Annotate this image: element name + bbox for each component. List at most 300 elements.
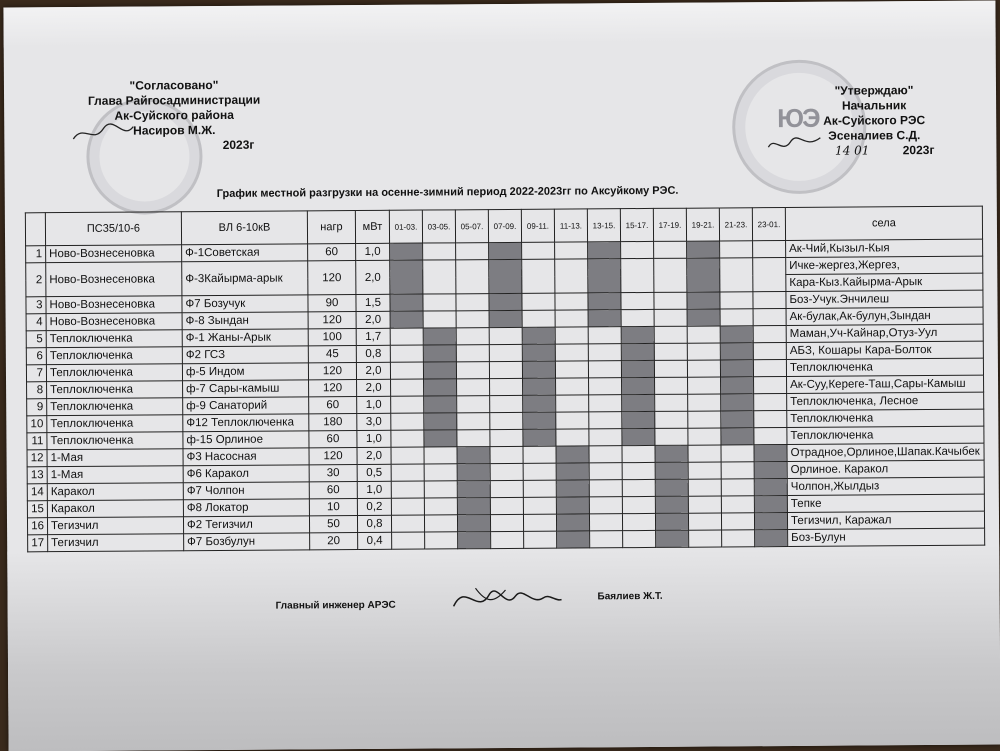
outage-slot-empty — [524, 531, 557, 548]
outage-slot-empty — [654, 292, 687, 309]
row-substation: Теплоключенка — [47, 432, 183, 450]
row-line: Ф6 Каракол — [183, 465, 309, 483]
outage-slot-empty — [622, 462, 655, 479]
outage-slot-empty — [589, 395, 622, 412]
outage-slot-empty — [687, 360, 720, 377]
outage-slot-empty — [391, 430, 424, 447]
outage-slot-shaded — [588, 310, 621, 327]
outage-slot-empty — [720, 309, 753, 326]
row-substation: Теплоключенка — [46, 347, 182, 365]
outage-slot-empty — [753, 343, 786, 360]
row-load: 120 — [308, 312, 356, 329]
outage-slot-empty — [654, 343, 687, 360]
outage-slot-empty — [720, 241, 753, 258]
outage-slot-shaded — [522, 327, 555, 344]
row-substation: Теплоключенка — [47, 398, 183, 416]
header-substation: ПС35/10-6 — [45, 212, 181, 246]
outage-slot-empty — [754, 377, 787, 394]
row-line: Ф12 Теплоключенка — [183, 414, 309, 432]
header-mw: мВт — [355, 210, 389, 243]
row-load: 60 — [309, 482, 357, 499]
outage-slot-empty — [588, 327, 621, 344]
outage-slot-empty — [655, 411, 688, 428]
row-villages: Боз-Учук.Энчилеш — [786, 290, 983, 308]
outage-slot-empty — [523, 446, 556, 463]
outage-slot-empty — [556, 412, 589, 429]
outage-slot-empty — [720, 292, 753, 309]
row-load: 50 — [309, 516, 357, 533]
outage-slot-shaded — [655, 462, 688, 479]
outage-slot-shaded — [720, 343, 753, 360]
row-substation: Ново-Вознесеновка — [46, 262, 182, 297]
outage-slot-empty — [489, 327, 522, 344]
row-mw: 1,0 — [356, 243, 390, 260]
outage-slot-empty — [655, 377, 688, 394]
row-load: 45 — [308, 346, 356, 363]
outage-slot-shaded — [556, 497, 589, 514]
outage-slot-shaded — [588, 259, 621, 293]
header-line: ВЛ 6-10кВ — [181, 211, 307, 245]
outage-slot-empty — [556, 378, 589, 395]
outage-slot-empty — [424, 447, 457, 464]
approval-left-line1: Глава Райгосадминистрации — [87, 92, 261, 108]
row-substation: Ново-Вознесеновка — [46, 313, 182, 331]
outage-slot-empty — [753, 309, 786, 326]
outage-slot-empty — [721, 445, 754, 462]
outage-slot-shaded — [457, 498, 490, 515]
outage-slot-empty — [391, 515, 424, 532]
row-load: 120 — [308, 363, 356, 380]
outage-slot-empty — [522, 242, 555, 259]
row-villages: Ак-Суу,Кереге-Таш,Сары-Камыш — [787, 375, 984, 393]
outage-slot-shaded — [556, 446, 589, 463]
outage-slot-empty — [688, 428, 721, 445]
row-line: Ф-1 Жаны-Арык — [182, 329, 308, 347]
row-villages: Орлиное. Каракол — [787, 460, 984, 478]
row-load: 60 — [309, 397, 357, 414]
header-load: нагр — [307, 211, 355, 244]
outage-slot-empty — [391, 396, 424, 413]
outage-slot-empty — [621, 258, 654, 292]
header-slot: 23-01. — [752, 208, 785, 241]
outage-slot-empty — [491, 531, 524, 548]
row-load: 120 — [308, 261, 356, 295]
outage-slot-shaded — [655, 445, 688, 462]
outage-slot-empty — [424, 515, 457, 532]
row-load: 10 — [309, 499, 357, 516]
outage-slot-empty — [424, 481, 457, 498]
outage-slot-empty — [687, 343, 720, 360]
outage-slot-shaded — [687, 241, 720, 258]
outage-slot-shaded — [621, 360, 654, 377]
outage-slot-empty — [621, 292, 654, 309]
row-index: 16 — [27, 518, 47, 535]
outage-slot-shaded — [754, 479, 787, 496]
outage-slot-empty — [654, 258, 687, 292]
row-villages: Ичке-жергез,Жергез, — [786, 256, 983, 274]
header-villages: села — [785, 206, 982, 240]
outage-slot-empty — [424, 498, 457, 515]
outage-slot-empty — [555, 344, 588, 361]
outage-slot-empty — [391, 498, 424, 515]
row-substation: Тегизчил — [47, 517, 183, 535]
outage-slot-empty — [654, 309, 687, 326]
header-slot: 17-19. — [653, 208, 686, 241]
row-villages: Теплоключенка — [787, 426, 984, 444]
outage-slot-shaded — [687, 258, 720, 292]
outage-slot-empty — [721, 496, 754, 513]
signature-chief-engineer — [445, 576, 565, 622]
approval-left-title: "Согласовано" — [129, 77, 219, 93]
row-line: Ф3 Насосная — [183, 448, 309, 466]
row-villages: Ак-булак,Ак-булун,Зындан — [786, 307, 983, 325]
signature-left — [68, 119, 138, 149]
outage-slot-shaded — [687, 309, 720, 326]
outage-slot-empty — [688, 394, 721, 411]
outage-slot-empty — [457, 430, 490, 447]
outage-slot-empty — [523, 480, 556, 497]
outage-slot-empty — [589, 463, 622, 480]
signature-right — [764, 132, 824, 157]
outage-slot-shaded — [523, 429, 556, 446]
outage-slot-empty — [489, 361, 522, 378]
row-substation: Тегизчил — [48, 534, 184, 552]
approval-right-year: 2023г — [902, 142, 935, 158]
row-substation: Теплоключенка — [46, 364, 182, 382]
outage-slot-empty — [688, 445, 721, 462]
outage-slot-shaded — [721, 428, 754, 445]
outage-slot-empty — [457, 396, 490, 413]
row-index: 12 — [27, 450, 47, 467]
row-mw: 2,0 — [356, 311, 390, 328]
approval-right-line2: Ак-Суйского РЭС — [823, 113, 926, 128]
outage-slot-empty — [391, 379, 424, 396]
outage-slot-shaded — [523, 412, 556, 429]
outage-slot-empty — [456, 328, 489, 345]
outage-slot-shaded — [556, 480, 589, 497]
outage-slot-empty — [589, 497, 622, 514]
outage-slot-empty — [688, 377, 721, 394]
outage-slot-shaded — [720, 326, 753, 343]
outage-slot-shaded — [622, 377, 655, 394]
row-load: 120 — [309, 448, 357, 465]
outage-slot-empty — [721, 479, 754, 496]
row-mw: 0,4 — [358, 532, 392, 549]
outage-slot-empty — [588, 344, 621, 361]
outage-slot-empty — [490, 412, 523, 429]
row-line: Ф7 Бозучук — [182, 295, 308, 313]
outage-slot-empty — [457, 413, 490, 430]
outage-slot-empty — [556, 395, 589, 412]
header-index — [25, 213, 45, 246]
row-mw: 2,0 — [357, 379, 391, 396]
row-villages: Боз-Булун — [788, 528, 985, 546]
outage-slot-empty — [589, 446, 622, 463]
outage-slot-empty — [456, 362, 489, 379]
outage-slot-empty — [490, 446, 523, 463]
outage-slot-shaded — [423, 345, 456, 362]
outage-slot-shaded — [424, 396, 457, 413]
outage-slot-empty — [456, 294, 489, 311]
outage-slot-empty — [655, 428, 688, 445]
outage-slot-empty — [423, 311, 456, 328]
approval-left-date: 2023г — [222, 137, 255, 152]
approval-right-handwritten-date: 14 01 — [834, 143, 870, 158]
header-slot: 15-17. — [620, 208, 653, 241]
outage-slot-empty — [688, 513, 721, 530]
outage-slot-shaded — [457, 447, 490, 464]
outage-slot-empty — [489, 344, 522, 361]
header-slot: 07-09. — [488, 209, 521, 242]
outage-slot-empty — [555, 310, 588, 327]
row-substation: Теплоключенка — [47, 381, 183, 399]
outage-slot-shaded — [522, 344, 555, 361]
outage-slot-empty — [622, 479, 655, 496]
outage-slot-empty — [654, 241, 687, 258]
outage-slot-shaded — [423, 328, 456, 345]
outage-slot-empty — [456, 345, 489, 362]
outage-slot-empty — [753, 241, 786, 258]
outage-slot-empty — [490, 497, 523, 514]
row-load: 100 — [308, 329, 356, 346]
outage-slot-shaded — [489, 310, 522, 327]
outage-slot-empty — [423, 294, 456, 311]
outage-slot-shaded — [656, 530, 689, 547]
row-mw: 0,8 — [356, 345, 390, 362]
row-line: Ф2 ГСЗ — [182, 346, 308, 364]
outage-slot-shaded — [755, 530, 788, 547]
approval-right-line1: Начальник — [841, 98, 907, 113]
row-line: Ф2 Тегизчил — [183, 516, 309, 534]
row-load: 60 — [309, 431, 357, 448]
outage-slot-empty — [655, 394, 688, 411]
outage-slot-empty — [391, 413, 424, 430]
outage-slot-shaded — [754, 462, 787, 479]
outage-slot-empty — [456, 243, 489, 260]
row-villages: Чолпон,Жылдыз — [787, 477, 984, 495]
row-villages: Тепке — [787, 494, 984, 512]
outage-slot-shaded — [720, 360, 753, 377]
row-index: 9 — [27, 399, 47, 416]
outage-slot-shaded — [621, 343, 654, 360]
outage-slot-empty — [621, 241, 654, 258]
outage-slot-empty — [456, 260, 489, 294]
table-body — [26, 239, 985, 552]
paper-shading-top — [3, 1, 995, 48]
outage-slot-empty — [589, 429, 622, 446]
row-substation: Каракол — [47, 483, 183, 501]
row-index: 7 — [26, 365, 46, 382]
outage-slot-shaded — [489, 259, 522, 293]
outage-slot-shaded — [556, 514, 589, 531]
row-substation: 1-Мая — [47, 466, 183, 484]
row-index: 11 — [27, 433, 47, 450]
row-villages: Ак-Чий,Кызыл-Кыя — [786, 239, 983, 257]
outage-slot-empty — [687, 326, 720, 343]
outage-slot-empty — [688, 462, 721, 479]
outage-slot-shaded — [556, 463, 589, 480]
document-sheet — [3, 1, 1000, 751]
outage-slot-empty — [589, 514, 622, 531]
outage-slot-empty — [523, 463, 556, 480]
outage-slot-empty — [522, 259, 555, 293]
row-index: 15 — [27, 501, 47, 518]
outage-slot-empty — [390, 328, 423, 345]
row-line: Ф-3Кайырма-арык — [182, 261, 308, 296]
outage-slot-shaded — [754, 513, 787, 530]
row-load: 20 — [310, 533, 358, 550]
outage-slot-shaded — [424, 413, 457, 430]
row-index: 3 — [26, 297, 46, 314]
outage-slot-empty — [522, 293, 555, 310]
row-substation: Ново-Вознесеновка — [46, 296, 182, 314]
row-index: 17 — [28, 535, 48, 552]
outage-slot-empty — [754, 411, 787, 428]
outage-slot-shaded — [458, 532, 491, 549]
header-slot: 05-07. — [455, 210, 488, 243]
row-mw: 0,5 — [357, 464, 391, 481]
row-substation: Каракол — [47, 500, 183, 518]
outage-slot-empty — [622, 445, 655, 462]
outage-slot-empty — [424, 464, 457, 481]
outage-slot-empty — [555, 327, 588, 344]
row-villages: АБЗ, Кошары Кара-Болток — [786, 341, 983, 359]
outage-slot-empty — [754, 428, 787, 445]
row-load: 180 — [309, 414, 357, 431]
outage-slot-empty — [753, 258, 786, 292]
outage-slot-shaded — [390, 243, 423, 260]
row-villages: Кара-Кыз.Кайырма-Арык — [786, 273, 983, 291]
load-shedding-table — [25, 206, 985, 553]
outage-slot-shaded — [489, 242, 522, 259]
outage-slot-shaded — [588, 242, 621, 259]
approval-right-name: Эсеналиев С.Д. — [828, 128, 921, 143]
outage-slot-shaded — [622, 428, 655, 445]
outage-slot-empty — [720, 258, 753, 292]
outage-slot-empty — [555, 242, 588, 259]
outage-slot-empty — [688, 411, 721, 428]
row-mw: 1,0 — [357, 430, 391, 447]
outage-slot-empty — [423, 243, 456, 260]
outage-slot-empty — [555, 361, 588, 378]
outage-slot-shaded — [390, 311, 423, 328]
outage-slot-empty — [754, 394, 787, 411]
outage-slot-shaded — [687, 292, 720, 309]
row-line: ф-15 Орлиное — [183, 431, 309, 449]
outage-slot-shaded — [622, 411, 655, 428]
row-mw: 0,8 — [357, 515, 391, 532]
outage-slot-empty — [622, 513, 655, 530]
outage-slot-shaded — [523, 378, 556, 395]
outage-slot-empty — [425, 532, 458, 549]
row-index: 1 — [26, 246, 46, 263]
outage-slot-empty — [555, 259, 588, 293]
outage-slot-empty — [622, 496, 655, 513]
row-villages: Теплоключенка — [786, 358, 983, 376]
outage-slot-empty — [654, 360, 687, 377]
header-slot: 09-11. — [521, 209, 554, 242]
outage-slot-shaded — [457, 464, 490, 481]
row-mw: 2,0 — [356, 260, 390, 294]
approval-left-line2: Ак-Суйского района — [114, 107, 234, 123]
outage-slot-shaded — [754, 445, 787, 462]
header-slot: 19-21. — [686, 208, 719, 241]
row-substation: Ново-Вознесеновка — [46, 245, 182, 263]
outage-slot-empty — [390, 345, 423, 362]
outage-slot-empty — [589, 378, 622, 395]
row-villages: Тегизчил, Каражал — [787, 511, 984, 529]
row-load: 60 — [308, 244, 356, 261]
row-line: ф-9 Санаторий — [183, 397, 309, 415]
outage-slot-empty — [490, 378, 523, 395]
outage-slot-empty — [590, 531, 623, 548]
row-mw: 1,7 — [356, 328, 390, 345]
row-index: 10 — [27, 416, 47, 433]
row-line: Ф7 Чолпон — [183, 482, 309, 500]
row-index: 5 — [26, 331, 46, 348]
outage-slot-shaded — [390, 294, 423, 311]
row-mw: 3,0 — [357, 413, 391, 430]
header-slot: 13-15. — [587, 209, 620, 242]
header-slot: 21-23. — [719, 208, 752, 241]
outage-slot-shaded — [424, 379, 457, 396]
row-line: ф-5 Индом — [182, 363, 308, 381]
outage-slot-shaded — [523, 395, 556, 412]
outage-slot-empty — [490, 514, 523, 531]
row-substation: 1-Мая — [47, 449, 183, 467]
outage-slot-empty — [689, 530, 722, 547]
header-slot: 01-03. — [389, 210, 422, 243]
row-mw: 1,0 — [357, 481, 391, 498]
row-index: 14 — [27, 484, 47, 501]
row-load: 30 — [309, 465, 357, 482]
row-mw: 0,2 — [357, 498, 391, 515]
outage-slot-empty — [456, 311, 489, 328]
row-line: Ф8 Локатор — [183, 499, 309, 517]
row-mw: 1,0 — [357, 396, 391, 413]
outage-slot-shaded — [655, 496, 688, 513]
row-load: 90 — [308, 295, 356, 312]
outage-slot-empty — [589, 412, 622, 429]
outage-slot-empty — [457, 379, 490, 396]
row-villages: Теплоключенка, Лесное — [787, 392, 984, 410]
outage-slot-empty — [721, 462, 754, 479]
outage-slot-empty — [392, 532, 425, 549]
outage-slot-empty — [490, 395, 523, 412]
outage-slot-empty — [522, 310, 555, 327]
outage-slot-shaded — [423, 362, 456, 379]
row-line: ф-7 Сары-камыш — [183, 380, 309, 398]
outage-slot-empty — [588, 361, 621, 378]
row-substation: Теплоключенка — [46, 330, 182, 348]
row-mw: 1,5 — [356, 294, 390, 311]
outage-slot-empty — [523, 497, 556, 514]
outage-slot-empty — [721, 513, 754, 530]
row-villages: Маман,Уч-Кайнар,Отуз-Уул — [786, 324, 983, 342]
outage-slot-empty — [688, 479, 721, 496]
row-mw: 2,0 — [357, 447, 391, 464]
outage-slot-empty — [490, 480, 523, 497]
outage-slot-empty — [556, 429, 589, 446]
row-line: Ф7 Бозбулун — [184, 533, 310, 551]
row-index: 2 — [26, 263, 46, 297]
outage-slot-shaded — [655, 479, 688, 496]
outage-slot-shaded — [457, 515, 490, 532]
outage-slot-shaded — [622, 394, 655, 411]
outage-slot-shaded — [522, 361, 555, 378]
row-index: 8 — [27, 382, 47, 399]
row-index: 4 — [26, 314, 46, 331]
